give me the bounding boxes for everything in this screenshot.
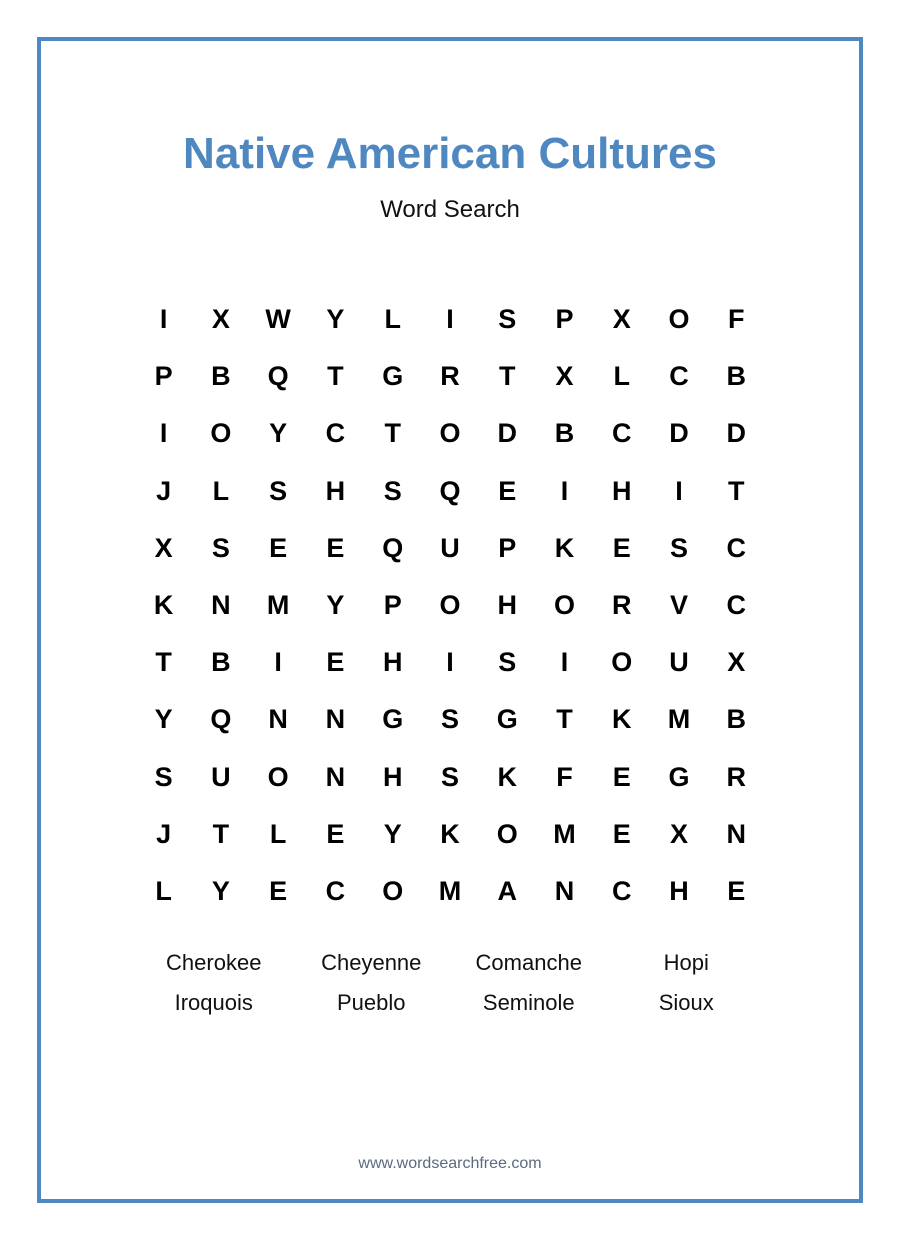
grid-cell: E [269, 532, 288, 563]
grid-cell: T [384, 418, 401, 449]
grid-cell: G [382, 361, 404, 392]
grid-cell: S [154, 761, 173, 792]
footer-url: www.wordsearchfree.com [358, 1155, 542, 1172]
word-list-item: Hopi [663, 950, 709, 975]
grid-cell: N [554, 875, 575, 906]
grid-cell: E [326, 532, 345, 563]
grid-cell: K [612, 704, 632, 735]
grid-cell: P [154, 361, 173, 392]
grid-row [135, 863, 765, 920]
grid-cell: B [726, 361, 747, 392]
grid-cell: I [446, 304, 454, 335]
grid-row [135, 520, 765, 577]
grid-cell: S [440, 761, 459, 792]
grid-cell: S [269, 475, 288, 506]
grid-cell: C [726, 532, 747, 563]
grid-cell: P [383, 590, 402, 621]
grid-cell: P [555, 304, 574, 335]
grid-row [135, 577, 765, 634]
grid-cell: Y [269, 418, 288, 449]
grid-cell: N [726, 818, 747, 849]
grid-cell: H [497, 590, 517, 621]
grid-cell: U [669, 647, 689, 678]
grid-cell: Y [383, 818, 402, 849]
grid-cell: C [325, 875, 346, 906]
grid-cell: O [611, 647, 633, 678]
grid-row [135, 806, 765, 863]
grid-cell: S [440, 704, 459, 735]
grid-cell: O [210, 418, 232, 449]
grid-cell: Y [154, 704, 173, 735]
grid-cell: N [268, 704, 288, 735]
grid-row [135, 405, 765, 462]
grid-row [135, 691, 765, 748]
grid-cell: K [554, 532, 575, 563]
grid-cell: M [438, 875, 462, 906]
grid-cell: X [211, 304, 230, 335]
grid-cell: S [383, 475, 402, 506]
grid-cell: O [439, 418, 461, 449]
grid-cell: C [612, 875, 632, 906]
word-list-item: Seminole [482, 990, 575, 1015]
grid-row [135, 749, 765, 806]
word-list [135, 943, 765, 1023]
grid-cell: T [556, 704, 573, 735]
grid-cell: W [265, 304, 291, 335]
grid-cell: T [498, 361, 516, 392]
grid-cell: X [670, 818, 689, 849]
page-title: Native American Cultures [183, 129, 717, 178]
word-list-row [135, 943, 765, 983]
grid-cell: E [612, 818, 631, 849]
grid-cell: C [669, 361, 689, 392]
word-list-item: Cheyenne [321, 950, 422, 975]
grid-cell: R [612, 590, 632, 621]
grid-cell: L [384, 304, 401, 335]
grid-cell: Y [326, 590, 345, 621]
grid-cell: G [382, 704, 404, 735]
grid-cell: X [154, 532, 173, 563]
word-list-item: Cherokee [166, 950, 262, 975]
grid-cell: O [496, 818, 518, 849]
grid-cell: I [274, 647, 282, 678]
grid-cell: H [382, 647, 403, 678]
grid-cell: A [497, 875, 517, 906]
grid-cell: M [266, 590, 290, 621]
grid-cell: P [498, 532, 517, 563]
grid-cell: S [211, 532, 230, 563]
grid-cell: C [325, 418, 346, 449]
word-list-item: Sioux [658, 990, 714, 1015]
grid-cell: T [212, 818, 230, 849]
grid-cell: X [612, 304, 631, 335]
grid-cell: Q [267, 361, 289, 392]
grid-cell: I [159, 304, 168, 335]
grid-cell: E [612, 532, 631, 563]
grid-cell: N [211, 590, 231, 621]
grid-cell: L [269, 818, 287, 849]
grid-cell: Q [382, 532, 404, 563]
grid-cell: M [667, 704, 691, 735]
word-list-item: Comanche [475, 950, 582, 975]
grid-cell: K [440, 818, 460, 849]
grid-cell: I [560, 647, 569, 678]
word-list-item: Iroquois [174, 990, 253, 1015]
grid-cell: R [726, 761, 747, 792]
grid-cell: E [326, 818, 345, 849]
grid-cell: B [211, 647, 231, 678]
grid-cell: O [382, 875, 404, 906]
grid-cell: L [155, 875, 172, 906]
grid-cell: S [498, 304, 517, 335]
word-list-item: Pueblo [336, 990, 406, 1015]
grid-cell: U [440, 532, 460, 563]
grid-cell: S [498, 647, 517, 678]
grid-cell: O [668, 304, 690, 335]
grid-cell: L [212, 475, 230, 506]
grid-cell: K [153, 590, 174, 621]
grid-cell: J [156, 818, 172, 849]
grid-cell: X [727, 647, 746, 678]
grid-cell: F [728, 304, 745, 335]
grid-cell: F [556, 761, 573, 792]
grid-cell: H [325, 475, 346, 506]
grid-cell: Y [326, 304, 345, 335]
grid-row [135, 348, 765, 405]
grid-cell: J [156, 475, 172, 506]
grid-cell: I [446, 647, 454, 678]
grid-cell: E [498, 475, 517, 506]
grid-cell: U [211, 761, 231, 792]
grid-cell: L [613, 361, 630, 392]
grid-cell: D [669, 418, 689, 449]
grid-cell: N [325, 761, 346, 792]
grid-cell: C [726, 590, 747, 621]
grid-cell: B [726, 704, 747, 735]
grid-cell: H [612, 475, 632, 506]
grid-cell: O [439, 590, 461, 621]
grid-cell: B [554, 418, 575, 449]
grid-cell: D [726, 418, 747, 449]
grid-cell: O [553, 590, 575, 621]
grid-cell: S [670, 532, 689, 563]
grid-cell: V [670, 590, 689, 621]
grid-cell: N [325, 704, 346, 735]
grid-row [135, 634, 765, 691]
grid-cell: E [727, 875, 746, 906]
grid-cell: T [155, 647, 172, 678]
grid-cell: I [675, 475, 683, 506]
grid-cell: D [497, 418, 517, 449]
grid-cell: C [612, 418, 632, 449]
page-subtitle: Word Search [380, 196, 520, 223]
grid-cell: M [553, 818, 576, 849]
grid-cell: X [555, 361, 574, 392]
grid-cell: H [382, 761, 403, 792]
letter-grid [135, 291, 765, 920]
grid-row [135, 291, 765, 348]
grid-cell: T [728, 475, 745, 506]
grid-cell: R [440, 361, 460, 392]
grid-cell: Q [439, 475, 461, 506]
grid-cell: T [327, 361, 344, 392]
grid-cell: Q [210, 704, 232, 735]
grid-cell: E [269, 875, 288, 906]
grid-cell: E [326, 647, 345, 678]
grid-cell: H [669, 875, 689, 906]
grid-cell: I [560, 475, 569, 506]
grid-cell: Y [211, 875, 230, 906]
grid-cell: E [612, 761, 631, 792]
grid-row [135, 463, 765, 520]
grid-cell: G [668, 761, 690, 792]
grid-cell: K [497, 761, 517, 792]
grid-cell: B [211, 361, 231, 392]
word-list-row [135, 983, 765, 1023]
grid-cell: G [496, 704, 518, 735]
grid-cell: O [267, 761, 289, 792]
grid-cell: I [159, 418, 168, 449]
